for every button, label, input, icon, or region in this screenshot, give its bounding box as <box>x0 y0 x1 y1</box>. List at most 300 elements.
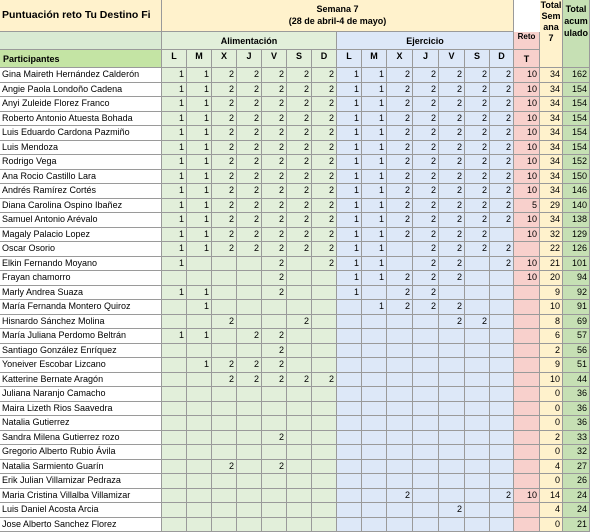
food-score-cell[interactable]: 1 <box>187 242 212 257</box>
reto-score-cell[interactable]: 10 <box>514 170 540 184</box>
exercise-score-cell[interactable]: 2 <box>413 155 439 170</box>
food-score-cell[interactable]: 2 <box>312 112 337 126</box>
exercise-score-cell[interactable]: 1 <box>362 155 387 170</box>
food-score-cell[interactable] <box>212 518 237 532</box>
food-score-cell[interactable]: 1 <box>187 300 212 315</box>
food-score-cell[interactable] <box>162 460 187 474</box>
reto-score-cell[interactable]: 10 <box>514 112 540 126</box>
exercise-score-cell[interactable] <box>439 286 465 300</box>
exercise-score-cell[interactable] <box>490 358 514 373</box>
exercise-score-cell[interactable]: 2 <box>439 141 465 155</box>
exercise-score-cell[interactable] <box>413 445 439 460</box>
participant-name[interactable]: Oscar Osorio <box>0 242 162 257</box>
exercise-score-cell[interactable]: 1 <box>362 228 387 242</box>
food-score-cell[interactable] <box>162 489 187 503</box>
exercise-score-cell[interactable]: 1 <box>362 300 387 315</box>
week-total-cell[interactable]: 0 <box>540 416 563 431</box>
exercise-score-cell[interactable]: 2 <box>413 184 439 199</box>
exercise-score-cell[interactable]: 1 <box>362 199 387 213</box>
reto-score-cell[interactable] <box>514 503 540 518</box>
food-score-cell[interactable] <box>312 358 337 373</box>
exercise-score-cell[interactable]: 1 <box>337 170 362 184</box>
reto-score-cell[interactable] <box>514 373 540 387</box>
food-score-cell[interactable] <box>312 474 337 489</box>
food-score-cell[interactable]: 2 <box>212 68 237 83</box>
food-score-cell[interactable] <box>312 518 337 532</box>
reto-score-cell[interactable] <box>514 315 540 329</box>
exercise-score-cell[interactable]: 2 <box>465 126 490 141</box>
food-score-cell[interactable] <box>187 387 212 402</box>
exercise-score-cell[interactable] <box>337 518 362 532</box>
exercise-score-cell[interactable] <box>490 344 514 358</box>
exercise-score-cell[interactable]: 1 <box>337 141 362 155</box>
food-score-cell[interactable]: 2 <box>237 112 262 126</box>
participant-name[interactable]: Anyi Zuleide Florez Franco <box>0 97 162 112</box>
reto-score-cell[interactable]: 10 <box>514 155 540 170</box>
reto-score-cell[interactable]: 10 <box>514 213 540 228</box>
exercise-score-cell[interactable]: 2 <box>465 97 490 112</box>
food-score-cell[interactable]: 2 <box>262 68 287 83</box>
food-score-cell[interactable]: 2 <box>262 344 287 358</box>
participant-name[interactable]: Hisnardo Sánchez Molina <box>0 315 162 329</box>
food-score-cell[interactable]: 2 <box>312 228 337 242</box>
exercise-score-cell[interactable] <box>337 431 362 445</box>
food-score-cell[interactable] <box>312 344 337 358</box>
food-score-cell[interactable]: 2 <box>287 68 312 83</box>
food-score-cell[interactable] <box>237 300 262 315</box>
total-accum-header[interactable]: Total acumulado <box>563 0 590 68</box>
food-score-cell[interactable]: 1 <box>162 68 187 83</box>
day-header-food-d[interactable]: D <box>312 50 337 68</box>
week-total-cell[interactable]: 0 <box>540 518 563 532</box>
exercise-score-cell[interactable] <box>362 329 387 344</box>
exercise-score-cell[interactable] <box>465 416 490 431</box>
day-header-exercise-m[interactable]: M <box>362 50 387 68</box>
participant-name[interactable]: Luis Daniel Acosta Arcia <box>0 503 162 518</box>
participant-name[interactable]: Rodrigo Vega <box>0 155 162 170</box>
food-score-cell[interactable] <box>287 387 312 402</box>
exercise-score-cell[interactable] <box>490 271 514 286</box>
exercise-score-cell[interactable] <box>387 387 413 402</box>
food-score-cell[interactable]: 1 <box>162 286 187 300</box>
accum-total-cell[interactable]: 44 <box>563 373 590 387</box>
exercise-score-cell[interactable] <box>439 329 465 344</box>
food-score-cell[interactable]: 2 <box>287 242 312 257</box>
food-score-cell[interactable]: 1 <box>187 141 212 155</box>
exercise-score-cell[interactable]: 1 <box>337 126 362 141</box>
exercise-score-cell[interactable]: 2 <box>439 228 465 242</box>
exercise-score-cell[interactable]: 1 <box>362 112 387 126</box>
exercise-score-cell[interactable] <box>337 474 362 489</box>
reto-score-cell[interactable]: 10 <box>514 228 540 242</box>
participant-name[interactable]: Andrés Ramírez Cortés <box>0 184 162 199</box>
exercise-score-cell[interactable]: 2 <box>490 489 514 503</box>
total-week-header[interactable]: Total Semana 7 <box>540 0 563 68</box>
week-total-cell[interactable]: 34 <box>540 112 563 126</box>
food-score-cell[interactable]: 2 <box>212 242 237 257</box>
exercise-score-cell[interactable]: 2 <box>439 257 465 271</box>
accum-total-cell[interactable]: 140 <box>563 199 590 213</box>
food-score-cell[interactable]: 2 <box>262 97 287 112</box>
accum-total-cell[interactable]: 27 <box>563 460 590 474</box>
accum-total-cell[interactable]: 94 <box>563 271 590 286</box>
exercise-score-cell[interactable] <box>465 271 490 286</box>
exercise-score-cell[interactable]: 2 <box>413 286 439 300</box>
participant-name[interactable]: Maira Lizeth Rios Saavedra <box>0 402 162 416</box>
exercise-score-cell[interactable] <box>490 431 514 445</box>
food-score-cell[interactable] <box>212 387 237 402</box>
food-score-cell[interactable] <box>287 503 312 518</box>
exercise-score-cell[interactable] <box>490 503 514 518</box>
food-score-cell[interactable] <box>237 257 262 271</box>
accum-total-cell[interactable]: 162 <box>563 68 590 83</box>
week-total-cell[interactable]: 14 <box>540 489 563 503</box>
week-total-cell[interactable]: 34 <box>540 83 563 97</box>
exercise-score-cell[interactable] <box>387 518 413 532</box>
exercise-score-cell[interactable] <box>362 358 387 373</box>
exercise-score-cell[interactable] <box>465 329 490 344</box>
exercise-score-cell[interactable] <box>337 300 362 315</box>
accum-total-cell[interactable]: 51 <box>563 358 590 373</box>
participant-name[interactable]: Ana Rocio Castillo Lara <box>0 170 162 184</box>
exercise-score-cell[interactable]: 2 <box>439 271 465 286</box>
exercise-score-cell[interactable] <box>465 503 490 518</box>
food-score-cell[interactable]: 1 <box>162 228 187 242</box>
week-total-cell[interactable]: 9 <box>540 358 563 373</box>
accum-total-cell[interactable]: 36 <box>563 402 590 416</box>
exercise-score-cell[interactable]: 1 <box>362 141 387 155</box>
food-score-cell[interactable]: 2 <box>237 68 262 83</box>
blank-cell[interactable] <box>0 32 162 50</box>
food-score-cell[interactable] <box>237 503 262 518</box>
participant-name[interactable]: Jose Alberto Sanchez Florez <box>0 518 162 532</box>
food-group-header[interactable]: Alimentación <box>162 32 337 50</box>
participant-name[interactable]: Elkin Fernando Moyano <box>0 257 162 271</box>
exercise-score-cell[interactable]: 2 <box>387 300 413 315</box>
exercise-score-cell[interactable]: 2 <box>413 300 439 315</box>
exercise-score-cell[interactable] <box>413 344 439 358</box>
food-score-cell[interactable]: 2 <box>262 112 287 126</box>
food-score-cell[interactable] <box>162 518 187 532</box>
food-score-cell[interactable] <box>287 344 312 358</box>
exercise-score-cell[interactable]: 2 <box>465 83 490 97</box>
food-score-cell[interactable] <box>187 474 212 489</box>
exercise-score-cell[interactable]: 2 <box>439 315 465 329</box>
food-score-cell[interactable]: 2 <box>212 315 237 329</box>
day-header-exercise-l[interactable]: L <box>337 50 362 68</box>
food-score-cell[interactable] <box>262 518 287 532</box>
reto-score-cell[interactable] <box>514 387 540 402</box>
food-score-cell[interactable]: 1 <box>187 329 212 344</box>
food-score-cell[interactable] <box>212 503 237 518</box>
week-total-cell[interactable]: 34 <box>540 184 563 199</box>
exercise-score-cell[interactable] <box>413 518 439 532</box>
food-score-cell[interactable] <box>212 286 237 300</box>
food-score-cell[interactable]: 2 <box>287 170 312 184</box>
food-score-cell[interactable]: 2 <box>312 170 337 184</box>
food-score-cell[interactable] <box>187 503 212 518</box>
accum-total-cell[interactable]: 36 <box>563 387 590 402</box>
participant-name[interactable]: Roberto Antonio Atuesta Bohada <box>0 112 162 126</box>
food-score-cell[interactable]: 2 <box>212 141 237 155</box>
accum-total-cell[interactable]: 57 <box>563 329 590 344</box>
exercise-score-cell[interactable] <box>387 358 413 373</box>
food-score-cell[interactable]: 2 <box>237 155 262 170</box>
exercise-score-cell[interactable]: 1 <box>337 228 362 242</box>
food-score-cell[interactable] <box>312 431 337 445</box>
accum-total-cell[interactable]: 101 <box>563 257 590 271</box>
exercise-score-cell[interactable]: 2 <box>490 257 514 271</box>
food-score-cell[interactable] <box>287 474 312 489</box>
exercise-score-cell[interactable] <box>413 402 439 416</box>
food-score-cell[interactable]: 2 <box>237 97 262 112</box>
exercise-score-cell[interactable]: 1 <box>337 271 362 286</box>
food-score-cell[interactable] <box>212 271 237 286</box>
food-score-cell[interactable]: 2 <box>212 460 237 474</box>
exercise-score-cell[interactable]: 2 <box>490 97 514 112</box>
participant-name[interactable]: Natalia Gutierrez <box>0 416 162 431</box>
food-score-cell[interactable]: 1 <box>187 112 212 126</box>
exercise-score-cell[interactable]: 2 <box>413 112 439 126</box>
day-header-exercise-d[interactable]: D <box>490 50 514 68</box>
exercise-score-cell[interactable]: 1 <box>337 83 362 97</box>
reto-score-cell[interactable]: 10 <box>514 83 540 97</box>
exercise-score-cell[interactable]: 2 <box>490 213 514 228</box>
exercise-score-cell[interactable]: 1 <box>362 170 387 184</box>
food-score-cell[interactable] <box>162 445 187 460</box>
exercise-score-cell[interactable]: 2 <box>439 97 465 112</box>
food-score-cell[interactable] <box>312 445 337 460</box>
food-score-cell[interactable] <box>162 358 187 373</box>
food-score-cell[interactable] <box>312 300 337 315</box>
food-score-cell[interactable] <box>262 474 287 489</box>
week-total-cell[interactable]: 4 <box>540 460 563 474</box>
exercise-score-cell[interactable] <box>413 315 439 329</box>
food-score-cell[interactable] <box>212 416 237 431</box>
food-score-cell[interactable]: 2 <box>237 83 262 97</box>
food-score-cell[interactable]: 2 <box>212 170 237 184</box>
accum-total-cell[interactable]: 36 <box>563 416 590 431</box>
exercise-score-cell[interactable] <box>490 300 514 315</box>
food-score-cell[interactable] <box>212 402 237 416</box>
exercise-score-cell[interactable]: 1 <box>337 112 362 126</box>
participant-name[interactable]: Yoneiver Escobar Lizcano <box>0 358 162 373</box>
food-score-cell[interactable]: 2 <box>312 155 337 170</box>
exercise-score-cell[interactable]: 2 <box>439 300 465 315</box>
exercise-score-cell[interactable] <box>465 474 490 489</box>
exercise-score-cell[interactable]: 2 <box>387 68 413 83</box>
food-score-cell[interactable] <box>262 489 287 503</box>
exercise-score-cell[interactable] <box>387 257 413 271</box>
food-score-cell[interactable] <box>237 431 262 445</box>
exercise-score-cell[interactable]: 2 <box>490 155 514 170</box>
exercise-score-cell[interactable]: 2 <box>439 155 465 170</box>
exercise-score-cell[interactable]: 2 <box>465 68 490 83</box>
exercise-score-cell[interactable] <box>362 286 387 300</box>
food-score-cell[interactable] <box>187 431 212 445</box>
exercise-score-cell[interactable]: 2 <box>387 228 413 242</box>
week-total-cell[interactable]: 2 <box>540 431 563 445</box>
food-score-cell[interactable] <box>187 373 212 387</box>
food-score-cell[interactable] <box>162 373 187 387</box>
exercise-score-cell[interactable]: 1 <box>337 257 362 271</box>
exercise-score-cell[interactable] <box>337 358 362 373</box>
food-score-cell[interactable] <box>237 271 262 286</box>
week-total-cell[interactable]: 0 <box>540 445 563 460</box>
exercise-score-cell[interactable]: 2 <box>387 271 413 286</box>
food-score-cell[interactable]: 1 <box>162 199 187 213</box>
food-score-cell[interactable] <box>287 402 312 416</box>
exercise-score-cell[interactable] <box>337 402 362 416</box>
food-score-cell[interactable]: 1 <box>187 184 212 199</box>
food-score-cell[interactable]: 2 <box>262 373 287 387</box>
exercise-score-cell[interactable]: 2 <box>387 170 413 184</box>
reto-sub-header[interactable]: T <box>514 50 540 68</box>
exercise-score-cell[interactable] <box>337 460 362 474</box>
food-score-cell[interactable]: 2 <box>312 184 337 199</box>
food-score-cell[interactable] <box>237 489 262 503</box>
exercise-score-cell[interactable]: 2 <box>387 199 413 213</box>
exercise-score-cell[interactable] <box>413 416 439 431</box>
exercise-score-cell[interactable] <box>439 344 465 358</box>
exercise-score-cell[interactable] <box>465 257 490 271</box>
exercise-score-cell[interactable] <box>413 489 439 503</box>
food-score-cell[interactable]: 2 <box>262 242 287 257</box>
exercise-score-cell[interactable] <box>337 329 362 344</box>
food-score-cell[interactable]: 2 <box>212 228 237 242</box>
exercise-score-cell[interactable] <box>362 402 387 416</box>
exercise-score-cell[interactable] <box>413 503 439 518</box>
exercise-score-cell[interactable]: 2 <box>387 489 413 503</box>
food-score-cell[interactable]: 2 <box>212 97 237 112</box>
food-score-cell[interactable]: 2 <box>262 431 287 445</box>
food-score-cell[interactable]: 2 <box>237 126 262 141</box>
food-score-cell[interactable]: 1 <box>162 184 187 199</box>
exercise-score-cell[interactable] <box>362 373 387 387</box>
food-score-cell[interactable]: 1 <box>187 358 212 373</box>
food-score-cell[interactable]: 1 <box>162 112 187 126</box>
exercise-score-cell[interactable] <box>439 489 465 503</box>
food-score-cell[interactable] <box>287 271 312 286</box>
food-score-cell[interactable] <box>162 315 187 329</box>
week-total-cell[interactable]: 2 <box>540 344 563 358</box>
food-score-cell[interactable]: 2 <box>212 199 237 213</box>
accum-total-cell[interactable]: 21 <box>563 518 590 532</box>
food-score-cell[interactable]: 1 <box>187 286 212 300</box>
exercise-score-cell[interactable]: 1 <box>362 83 387 97</box>
accum-total-cell[interactable]: 154 <box>563 112 590 126</box>
participants-header[interactable]: Participantes <box>0 50 162 68</box>
exercise-score-cell[interactable]: 1 <box>362 271 387 286</box>
exercise-score-cell[interactable]: 2 <box>490 184 514 199</box>
food-score-cell[interactable]: 2 <box>287 155 312 170</box>
exercise-score-cell[interactable] <box>439 402 465 416</box>
exercise-score-cell[interactable] <box>387 315 413 329</box>
exercise-group-header[interactable]: Ejercicio <box>337 32 514 50</box>
reto-score-cell[interactable]: 10 <box>514 271 540 286</box>
food-score-cell[interactable] <box>212 445 237 460</box>
exercise-score-cell[interactable]: 2 <box>439 199 465 213</box>
exercise-score-cell[interactable] <box>465 286 490 300</box>
exercise-score-cell[interactable] <box>413 387 439 402</box>
food-score-cell[interactable]: 2 <box>312 213 337 228</box>
food-score-cell[interactable] <box>212 329 237 344</box>
exercise-score-cell[interactable] <box>439 474 465 489</box>
accum-total-cell[interactable]: 129 <box>563 228 590 242</box>
reto-score-cell[interactable] <box>514 416 540 431</box>
exercise-score-cell[interactable] <box>490 460 514 474</box>
exercise-score-cell[interactable]: 2 <box>465 228 490 242</box>
participant-name[interactable]: Samuel Antonio Arévalo <box>0 213 162 228</box>
food-score-cell[interactable]: 2 <box>237 228 262 242</box>
exercise-score-cell[interactable]: 1 <box>337 155 362 170</box>
exercise-score-cell[interactable]: 1 <box>337 199 362 213</box>
food-score-cell[interactable] <box>162 474 187 489</box>
participant-name[interactable]: Sandra Milena Gutierrez rozo <box>0 431 162 445</box>
exercise-score-cell[interactable]: 2 <box>387 213 413 228</box>
exercise-score-cell[interactable]: 2 <box>490 68 514 83</box>
exercise-score-cell[interactable] <box>465 460 490 474</box>
exercise-score-cell[interactable] <box>362 416 387 431</box>
exercise-score-cell[interactable]: 2 <box>439 170 465 184</box>
food-score-cell[interactable] <box>287 286 312 300</box>
reto-score-cell[interactable] <box>514 242 540 257</box>
food-score-cell[interactable] <box>237 460 262 474</box>
food-score-cell[interactable]: 2 <box>287 83 312 97</box>
day-header-exercise-x[interactable]: X <box>387 50 413 68</box>
accum-total-cell[interactable]: 154 <box>563 141 590 155</box>
exercise-score-cell[interactable] <box>413 460 439 474</box>
food-score-cell[interactable]: 2 <box>262 358 287 373</box>
exercise-score-cell[interactable] <box>465 344 490 358</box>
exercise-score-cell[interactable]: 2 <box>413 141 439 155</box>
exercise-score-cell[interactable] <box>362 518 387 532</box>
food-score-cell[interactable]: 2 <box>262 141 287 155</box>
accum-total-cell[interactable]: 24 <box>563 503 590 518</box>
accum-total-cell[interactable]: 152 <box>563 155 590 170</box>
exercise-score-cell[interactable] <box>337 489 362 503</box>
exercise-score-cell[interactable]: 2 <box>413 199 439 213</box>
exercise-score-cell[interactable] <box>465 387 490 402</box>
food-score-cell[interactable]: 1 <box>162 97 187 112</box>
accum-total-cell[interactable]: 33 <box>563 431 590 445</box>
food-score-cell[interactable] <box>212 489 237 503</box>
food-score-cell[interactable] <box>287 460 312 474</box>
exercise-score-cell[interactable] <box>337 445 362 460</box>
food-score-cell[interactable] <box>312 315 337 329</box>
exercise-score-cell[interactable] <box>387 460 413 474</box>
accum-total-cell[interactable]: 91 <box>563 300 590 315</box>
accum-total-cell[interactable]: 126 <box>563 242 590 257</box>
reto-header[interactable]: Reto <box>514 32 540 50</box>
exercise-score-cell[interactable] <box>490 416 514 431</box>
participant-name[interactable]: Gina Maireth Hernández Calderón <box>0 68 162 83</box>
exercise-score-cell[interactable] <box>387 503 413 518</box>
food-score-cell[interactable] <box>262 315 287 329</box>
exercise-score-cell[interactable]: 1 <box>337 242 362 257</box>
exercise-score-cell[interactable]: 2 <box>439 242 465 257</box>
exercise-score-cell[interactable] <box>337 387 362 402</box>
reto-score-cell[interactable] <box>514 518 540 532</box>
food-score-cell[interactable]: 2 <box>287 228 312 242</box>
exercise-score-cell[interactable]: 2 <box>387 112 413 126</box>
exercise-score-cell[interactable] <box>490 315 514 329</box>
week-total-cell[interactable]: 34 <box>540 68 563 83</box>
food-score-cell[interactable] <box>187 489 212 503</box>
reto-score-cell[interactable] <box>514 474 540 489</box>
exercise-score-cell[interactable] <box>439 431 465 445</box>
exercise-score-cell[interactable] <box>362 474 387 489</box>
